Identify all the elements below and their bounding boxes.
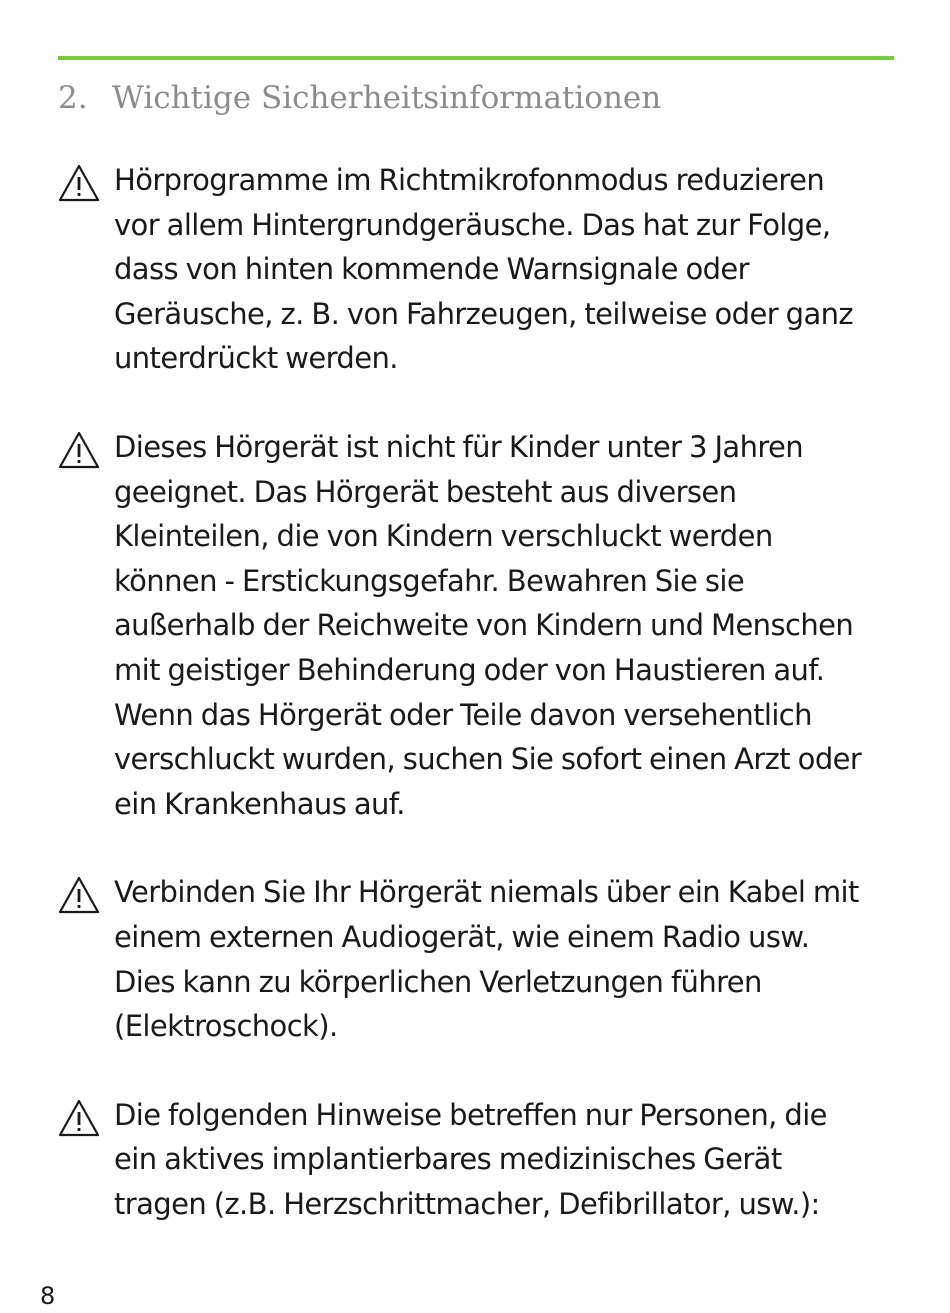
- warning-triangle-icon: [58, 1099, 100, 1137]
- warning-triangle-icon: [58, 876, 100, 914]
- warning-text: Verbinden Sie Ihr Hörgerät niemals über ein Kabel mit einem externen Audiogerät, wie einem Radio usw. Dies kann zu körperlichen Verletzungen führen (Elektroschock).: [114, 875, 859, 1044]
- warning-triangle-icon: [58, 431, 100, 469]
- warning-list: [58, 158, 908, 1270]
- warning-text: Dieses Hörgerät ist nicht für Kinder unter 3 Jahren geeignet. Das Hörgerät besteht aus diversen Kleinteilen, die von Kindern verschluckt werden können - Erstickungsgefahr. Bewahren Sie sie außerhalb der Reichweite von Kindern und Menschen mit geistiger Behinderung oder von Haustieren auf. Wenn das Hörgerät oder Teile davon versehentlich verschluckt wurden, suchen Sie sofort einen Arzt oder ein Krankenhaus auf.: [114, 429, 862, 821]
- warning-item: [58, 158, 908, 381]
- warning-item: [58, 425, 908, 826]
- section-title: Wichtige Sicherheitsinformationen: [112, 80, 662, 116]
- page-number: 8: [40, 1282, 56, 1310]
- warning-item: [58, 870, 908, 1048]
- warning-text: Die folgenden Hinweise betreffen nur Personen, die ein aktives implantierbares medizinisches Gerät tragen (z.B. Herzschrittmacher, Defibrillator, usw.):: [114, 1097, 827, 1221]
- warning-triangle-icon: [58, 164, 100, 202]
- warning-item: [58, 1093, 908, 1227]
- section-heading: [58, 80, 661, 116]
- section-divider: [58, 56, 894, 60]
- section-number: 2.: [58, 80, 88, 116]
- warning-text: Hörprogramme im Richtmikrofonmodus reduzieren vor allem Hintergrundgeräusche. Das hat zur Folge, dass von hinten kommende Warnsignale oder Geräusche, z. B. von Fahrzeugen, teilweise oder ganz unterdrückt werden.: [114, 163, 854, 376]
